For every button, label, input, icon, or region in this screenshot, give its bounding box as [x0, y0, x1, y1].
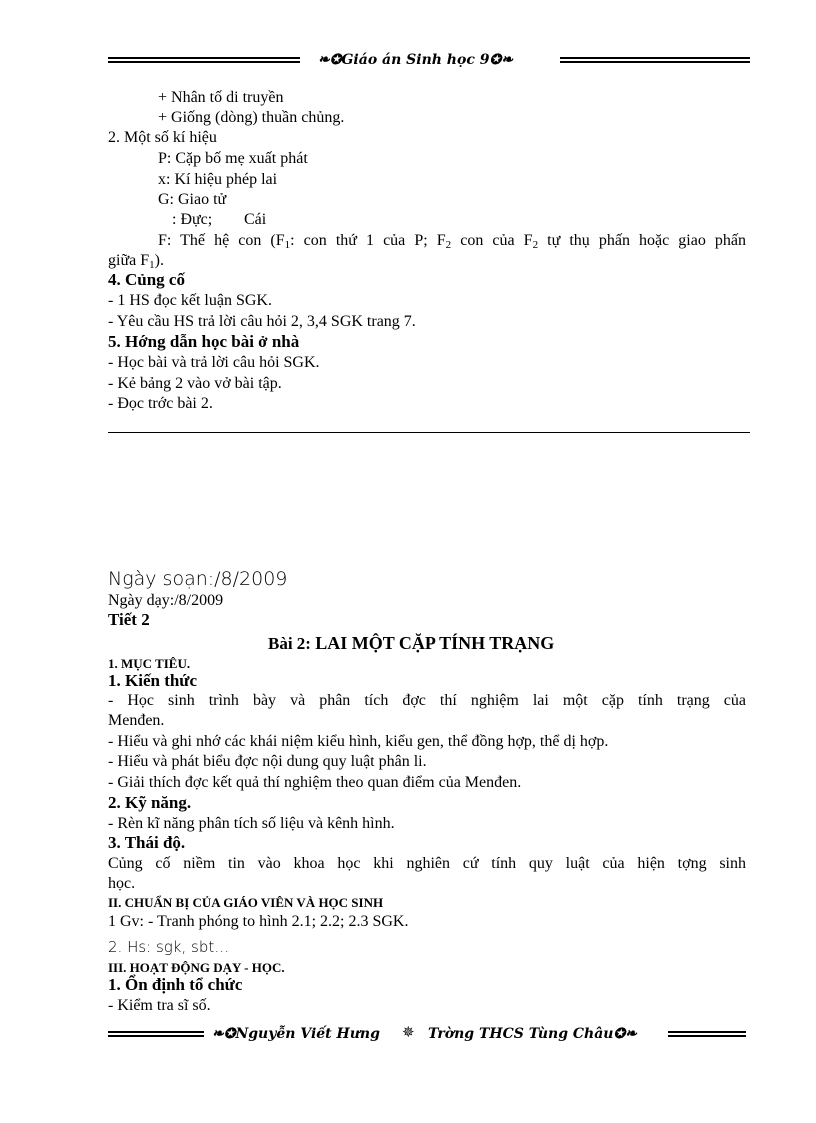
lesson-title — [268, 633, 554, 654]
symbol-male: : Đực; — [172, 211, 213, 228]
footer-rule-left — [108, 1031, 204, 1037]
symbols-heading: 2. Một số kí hiệu — [108, 129, 217, 146]
footer-right-ornament: ✪❧ — [613, 1026, 637, 1042]
prep-teacher: 1 Gv: - Tranh phóng to hình 2.1; 2.2; 2.3 SGK. — [108, 913, 409, 930]
term-genetic-factor: + Nhân tố di truyền — [158, 89, 284, 106]
section5-title: 5. Hớng dẫn học bài ở nhà — [108, 332, 300, 351]
page-divider — [108, 432, 750, 433]
header-right-ornament: ✪❧ — [489, 52, 513, 68]
attitude-line: Củng cố niềm tin vào khoa học khi nghiên cứ tính quy luật của hiện tợng sinh — [108, 855, 746, 872]
star-icon: ✵ — [402, 1023, 415, 1041]
header-rule-right — [560, 57, 750, 63]
section5-item: - Đọc trớc bài 2. — [108, 395, 213, 412]
section-objectives: 1. MỤC TIÊU. — [108, 656, 191, 671]
knowledge-line: - Hiểu và ghi nhớ các khái niệm kiểu hình, kiểu gen, thể đồng hợp, thể dị hợp. — [108, 733, 609, 750]
term-pure-line: + Giống (dòng) thuần chủng. — [158, 109, 345, 126]
symbol-p: P: Cặp bố mẹ xuất phát — [158, 150, 308, 167]
check-attendance: - Kiểm tra sĩ số. — [108, 997, 211, 1014]
section4-item: - Yêu cầu HS trả lời câu hỏi 2, 3,4 SGK trang 7. — [108, 313, 416, 330]
header-title-text: Giáo án Sinh học 9 — [341, 52, 490, 68]
skill-line: - Rèn kĩ năng phân tích số liệu và kênh hình. — [108, 815, 395, 832]
header-left-ornament: ❧✪ — [318, 52, 342, 68]
section-preparation: II. CHUẨN BỊ CỦA GIÁO VIÊN VÀ HỌC SINH — [108, 895, 384, 910]
section4-title: 4. Củng cố — [108, 270, 185, 289]
lesson-prefix: Bài 2: — [268, 634, 311, 653]
subsection-knowledge: 1. Kiến thức — [108, 671, 198, 690]
footer-school — [428, 1026, 637, 1042]
section-activities: III. HOẠT ĐỘNG DẠY - HỌC. — [108, 960, 285, 975]
lesson-title-text: LAI MỘT CẶP TÍNH TRẠNG — [315, 633, 555, 653]
date-taught: Ngày dạy:/8/2009 — [108, 592, 224, 609]
footer-author — [212, 1026, 380, 1042]
header-rule-left — [108, 57, 300, 63]
knowledge-line: - Hiểu và phát biểu đợc nội dung quy luật phân li. — [108, 753, 427, 770]
period-label: Tiết 2 — [108, 610, 150, 629]
knowledge-line: - Giải thích đợc kết quả thí nghiệm theo quan điểm của Menđen. — [108, 774, 522, 791]
subsection-organization: 1. Ổn định tổ chức — [108, 975, 243, 994]
symbol-f: F: Thế hệ con ($F_1$: con thứ 1 của P; $F_2$ con của $F_2$ tự thụ phấn hoặc giao phấn — [158, 232, 747, 251]
prep-student: 2. Hs: sgk, sbt… — [108, 938, 230, 956]
section5-item: - Kẻ bảng 2 vào vở bài tập. — [108, 375, 282, 392]
knowledge-line: Menđen. — [108, 712, 165, 729]
subsection-attitude: 3. Thái độ. — [108, 833, 186, 852]
symbol-x: x: Kí hiệu phép lai — [158, 171, 278, 188]
date-prepared: Ngày soạn:/8/2009 — [108, 568, 288, 590]
section4-item: - 1 HS đọc kết luận SGK. — [108, 292, 272, 309]
knowledge-line: - Học sinh trình bày và phân tích đợc thí nghiệm lai một cặp tính trạng của — [108, 692, 746, 709]
footer-rule-right — [668, 1031, 746, 1037]
footer-left-ornament: ❧✪ — [212, 1026, 236, 1042]
symbol-female: Cái — [244, 211, 267, 228]
symbol-f-cont: giữa $F_1$). — [108, 252, 164, 271]
symbol-g: G: Giao tử — [158, 191, 227, 208]
footer-school-name: Trờng THCS Tùng Châu — [428, 1026, 614, 1042]
footer-author-name: Nguyễn Viết Hưng — [235, 1026, 380, 1042]
section5-item: - Học bài và trả lời câu hỏi SGK. — [108, 354, 320, 371]
header-title — [318, 52, 513, 68]
attitude-line: học. — [108, 875, 136, 892]
subsection-skills: 2. Kỹ năng. — [108, 793, 192, 812]
